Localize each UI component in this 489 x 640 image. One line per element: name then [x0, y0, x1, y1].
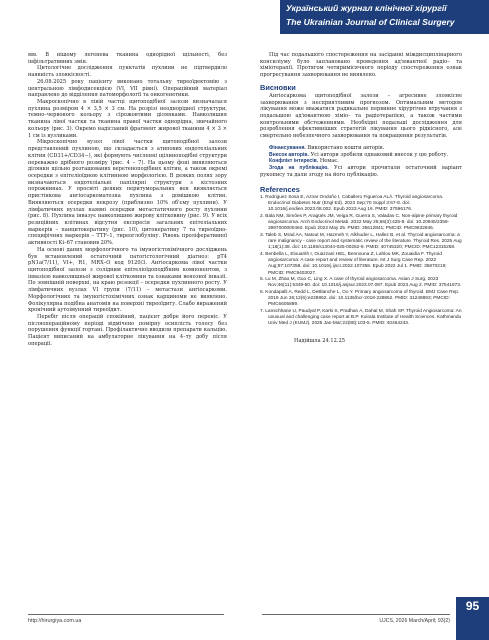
citation-line: UJCS, 2026 March/April; 93(2) [379, 618, 450, 624]
reference-item: 6. Kondapalli A, Redd L, DeBlanche L, Oo Y. Primary angiosarcoma of thyroid. BMJ Case Rep. 2019 Jun 26;12(6):e228862. doi: 10.1136/bcr-2018-228862. PMID: 31248893; PMCID: PMC6605889. [260, 289, 460, 308]
contribution-label: Внесок авторів. [269, 151, 309, 158]
reference-item: 3. Taleb S, Mrad AA, Natout M, Hazmeh Y, Alkhuder L, Hallez B, et al. Thyroid angiosarcoma: a rare malignancy - case report and systematic review of the literature. Thyroid Res. 2025 Aug 1;18(1):38. doi: 10.1186/s13044-025-00252-9. PMID: 40745320; PMCID: PMC12315268. [260, 232, 462, 251]
conclusions-paragraph: Ангіосаркома щитоподібної залози – агресивне злоякісне захворювання з несприятливим прогнозом. Оптимальним методом лікування може вважатися радикальне первинне хірургічне втручання з подальшою ад'ювантною хіміо– та радіотерапією, а також частими контрольними обстеженнями. Необхідні подальші дослідження для розроблення ефективніших стратегій лікування цього рідкісного, але смертельно небезпечного захворювання та покращення результатів. [260, 92, 462, 140]
left-column [28, 52, 227, 348]
funding-statement [260, 145, 462, 152]
body-paragraph: Макроскопічно в лівій частці щитоподібної залози визначалася пухлина розміром 4 × 3,5 × 3 см. На розрізі неоднорідної структури, темно–червоного кольору з сірожовтими ділянками. Навколишня тканина лівої частки та тканина правої частки однорідна, звичайного кольору (рис. 3). Окремо надісланий фрагмент жирової тканини 4 × 3 × 1 см із вузликами. [28, 99, 227, 139]
references-heading: References [260, 184, 300, 194]
journal-title-en: The Ukrainian Journal of Clinical Surgery [286, 17, 455, 27]
consent-label: Згода на публікацію. [269, 165, 329, 172]
right-column [260, 52, 462, 344]
conflict-label: Конфлікт інтересів. [269, 158, 319, 165]
funding-text: Використано кошти авторів. [305, 144, 385, 151]
body-paragraph: мм. В нішому легенева тканина однорідної щільності, без інфільтративних змін. [28, 52, 227, 65]
journal-title-uk: Український журнал клінічної хірургії [286, 3, 447, 13]
reference-item: 4. Benbella L, Elouarith I, Ouazzani HEL, Bennouna Z, Lahlou MK, Zouaidia F. Thyroid angiosarcoma: A case report and review of literature. Int J Surg Case Rep. 2022 Aug;97:107358. doi: 10.1016/j.ijscr.2022.107358. Epub 2022 Jul 1. PMID: 35870219; PMCID: PMC9403027. [260, 251, 447, 276]
conclusions-heading: Висновки [260, 82, 296, 92]
body-paragraph: Під час подальшого спостереження на засіданні міждисциплінарного консиліуму було заплановано проведення ад'ювантної радіо– та хіміотерапії. Протягом чотиримісячного періоду спостереження ознак прогресування захворювання не виявлено. [260, 52, 462, 79]
received-date: Надійшла 24.12.25 [294, 337, 345, 344]
footer-divider [28, 614, 224, 615]
body-paragraph: 26.08.2025 року пацієнту виконано тотальну тиреоїдектомію з центральною лімфодисекцією (VI, VII рівні). Операційний матеріал направлено до відділення патоморфології та онкогенетики. [28, 78, 227, 99]
references-list [260, 195, 462, 328]
consent-text: Усі автори прочитали остаточний варіант рукопису та дали згоду на його публікацію. [260, 165, 462, 178]
page-number: 95 [456, 597, 489, 640]
conflict-text: Немає. [318, 158, 339, 165]
body-paragraph: Мікроскопічно вузол лівої частки щитоподібної залози представлений пухлиною, що складається з атипових ендотеліальних клітин (CD31+/CD34−), які формують численні щілиноподібні структури переважно дрібного розміру (рис. 4 – 7). На цьому фоні виявляються ділянки щільно розташованих веретеноподібних клітин, а також окремі осередки з епітеліоїдною клітинною морфологією. В деяких полях зору визначаються ендотеліальні папілярні структури з кістозних порожнинах. У просвіті деяких перитуморальних вен виявляється пристінкова ангіосаркоматозна пухлина з домішкою клітин. Виявляються осередки некрозу (приблизно 10% об'єму пухлини). У лімфатичних вузлах наявні осередки метастатичного росту пухлини (рис. 8). Пухлина інвазує навколишню жирову клітковину (рис. 9). У всіх резиційних клітинах відсутня експресія загальних епітеліальних маркерів – панцитокератину (рис. 10), цитокератину 7 та тиреоїдно-специфічних маркерів – TTF–1, тиреоглобуліну. Рівень проліферативної активності Ki–67 становив 20%. [28, 139, 227, 247]
reference-item: 5. Lu M, Zhao M, Guo C, Ling X. A case of thyroid angiosarcoma. Asian J Surg. 2023 Nov;46(11):5349-50. doi: 10.1016/j.asjsur.2023.07.087. Epub 2023 Aug 2. PMID: 37541873. [260, 276, 462, 289]
body-paragraph: Перебіг після операцій спокійний, пацієнт добре його переніс. У післяопераційному періоді відмічено помірну осиплість голосу без порушення функції гортані. Профілактично вводили препарати кальцію. Пацієнт виписаний на амбулаторне лікування на 4–ту добу після операції. [28, 314, 227, 347]
reference-item: 1. Rodriguez Sosa E, Aznar Ondoño I, Caballero Figueroa ALÁ. Thyroid angiosarcoma. Endocrinol Diabetes Nutr (Engl Ed). 2023 Sep;70 Suppl 3:67-8. doi: 10.1016/j.endien.2023.08.002. Epub 2023 Aug 16. PMID: 37596176. [260, 194, 444, 213]
consent-statement [260, 165, 462, 178]
body-paragraph: Цитологічне дослідження пунктатів пухлини не підтвердило наявність злоякісності. [28, 65, 227, 79]
journal-banner [280, 0, 489, 34]
funding-label: Фінансування. [269, 144, 306, 151]
body-paragraph: На основі даних морфологічного та імуногістохімічного досліджень був встановлений остаточний патогістологічний діагноз: pT4 pN1a(7/11), VI+, R1, MRX–O код 9120/3. Ангіосаркома лівої частки щитоподібної залози з солідним епітеліоїдоподібним компонентом, з інвазією навколишньої жирової клітковини та ознаками венозної інвазії. По зовнішній поверхні, на краю резекції – осередки пухлинного росту. У лімфатичних вузлах VI групи (7/11) – метастази ангіосаркоми. Морфологічних та імуногістохімічних ознак карциноми не виявлено. Фолікулярна подібна анатомія на поверхні тиреоїдиту. Слабо виражений хронічний аутоімунний тиреоїдит. [28, 246, 227, 314]
footer-divider [262, 614, 450, 615]
reference-item: 2. Bala NM, Simões P, Aragüés JM, Veiga R, Guerra S, Valadas C. Non-alpine primary thyroid angiosarcoma. Arch Endocrinol Metab. 2022 May 25;66(3):425-8. doi: 10.20945/2359-3997000000460. Epub 2022 May 25. PMID: 35612841; PMCID: PMC9832846. [260, 213, 458, 232]
contribution-text: Усі автори зробили однаковий внесок у цю роботу. [308, 151, 449, 158]
journal-url-link[interactable]: http://hirurgiya.com.ua [28, 618, 82, 624]
reference-item: 7. Lamichhane U, Paudyal P, Karki S, Pradhan A, Dahal M, Shah SP. Thyroid Angiosarcoma: An unusual and challenging case report at B.P. Koirala Institute of Health Sciences. Kathmandu Univ Med J (KUMJ). 2025 Jan-Mar;22(88):103-5. PMID: 40464243. [260, 308, 462, 327]
